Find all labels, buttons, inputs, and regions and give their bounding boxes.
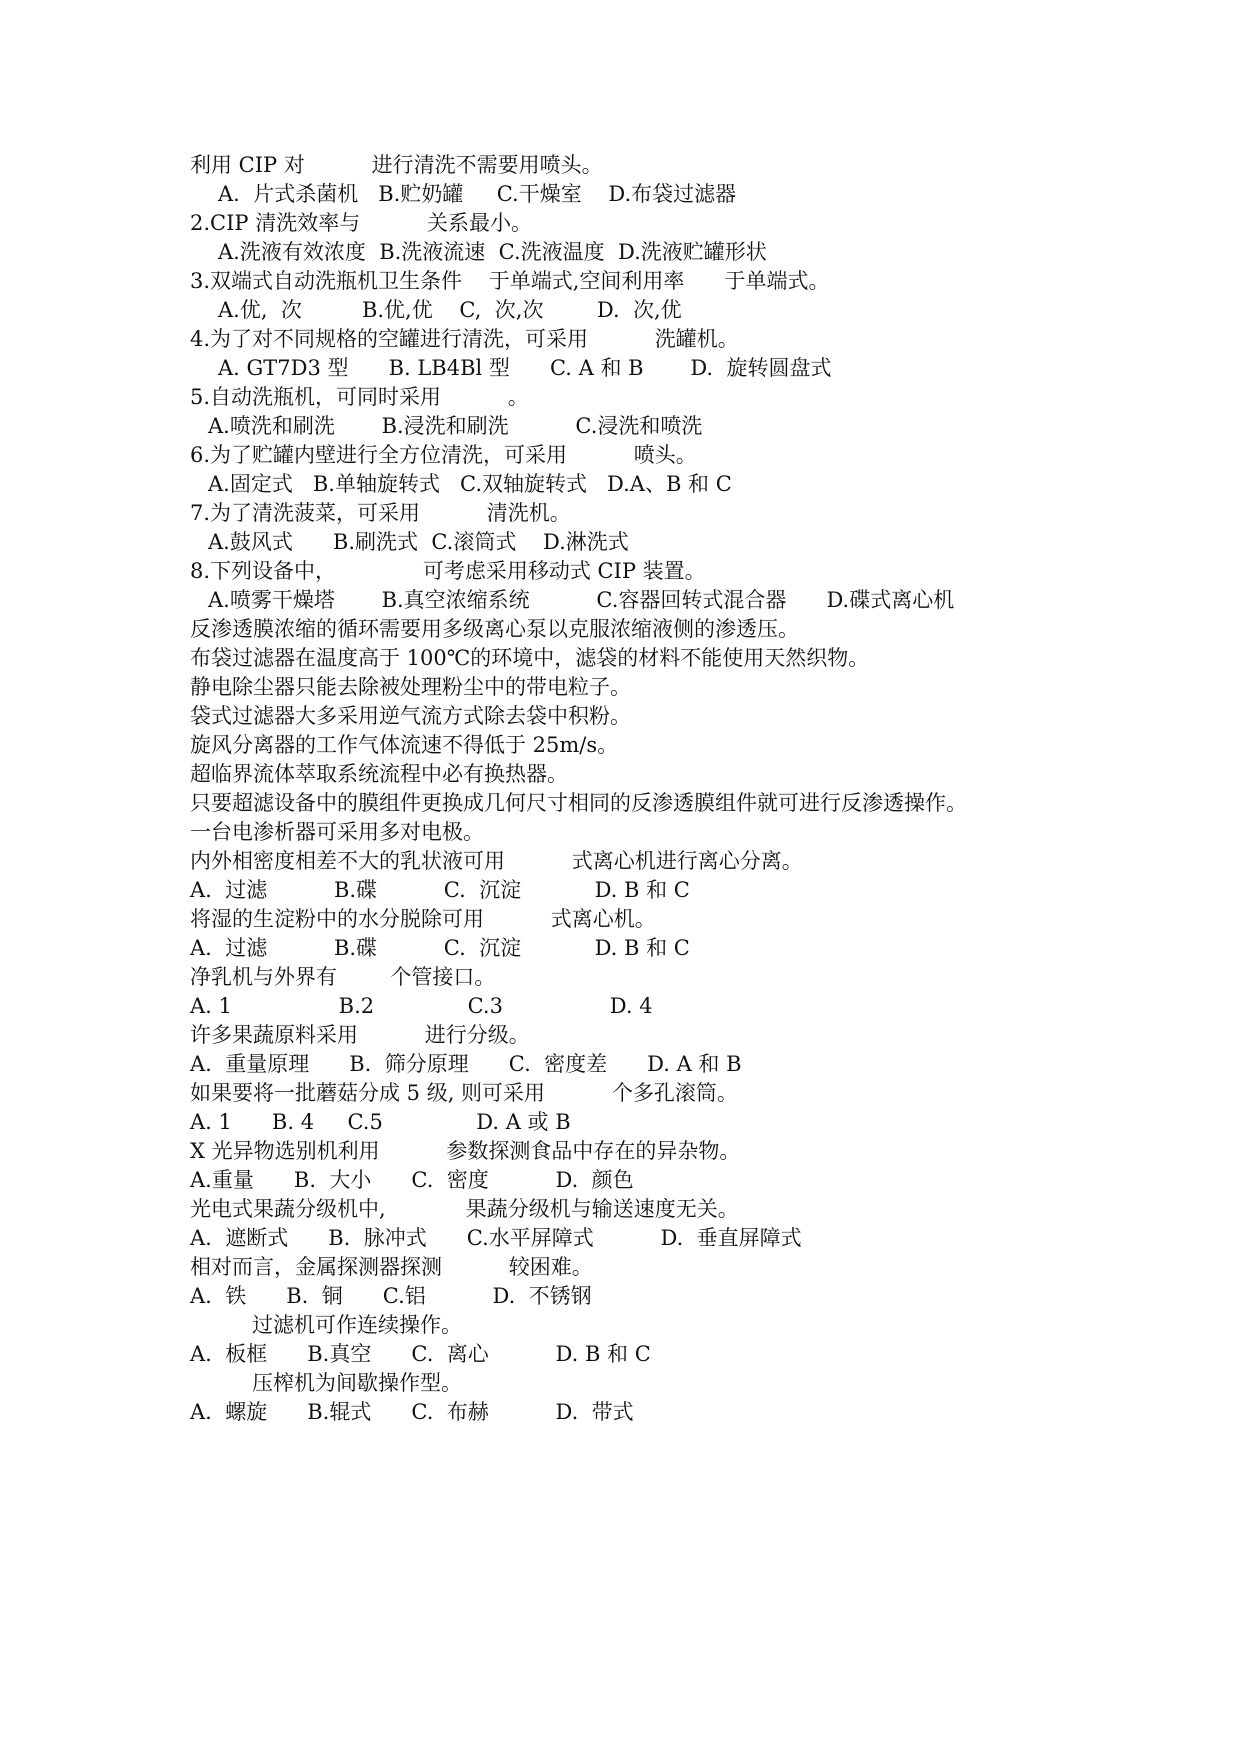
question-line: 光电式果蔬分级机中, 果蔬分级机与输送速度无关。 — [190, 1197, 739, 1221]
options-line: A.固定式 B.单轴旋转式 C.双轴旋转式 D.A、B 和 C — [208, 472, 732, 496]
options-line: A. 过滤 B.碟 C. 沉淀 D. B 和 C — [190, 878, 690, 902]
question-line: 8.下列设备中， 可考虑采用移动式 CIP 装置。 — [190, 559, 706, 583]
options-line: A. 过滤 B.碟 C. 沉淀 D. B 和 C — [190, 936, 690, 960]
options-line: A. 铁 B. 铜 C.铝 D. 不锈钢 — [190, 1284, 592, 1308]
options-line: A.喷洗和刷洗 B.浸洗和刷洗 C.浸洗和喷洗 — [208, 414, 703, 438]
question-line: X 光异物选别机利用 参数探测食品中存在的异杂物。 — [190, 1139, 741, 1163]
question-line: 7.为了清洗菠菜，可采用 清洗机。 — [190, 501, 571, 525]
options-line: A. 遮断式 B. 脉冲式 C.水平屏障式 D. 垂直屏障式 — [190, 1226, 802, 1250]
statement-line: 布袋过滤器在温度高于 100℃的环境中，滤袋的材料不能使用天然织物。 — [190, 646, 870, 670]
options-line: A. 1 B.2 C.3 D. 4 — [190, 994, 653, 1018]
question-line: 将湿的生淀粉中的水分脱除可用 式离心机。 — [190, 907, 656, 931]
question-line: 净乳机与外界有 个管接口。 — [190, 965, 496, 989]
options-line: A. GT7D3 型 B. LB4Bl 型 C. A 和 B D. 旋转圆盘式 — [218, 356, 832, 380]
question-line: 如果要将一批蘑菇分成 5 级, 则可采用 个多孔滚筒。 — [190, 1081, 738, 1105]
question-line: 5.自动洗瓶机，可同时采用 。 — [190, 385, 529, 409]
options-line: A. 片式杀菌机 B.贮奶罐 C.干燥室 D.布袋过滤器 — [218, 182, 737, 206]
statement-line: 静电除尘器只能去除被处理粉尘中的带电粒子。 — [190, 675, 631, 699]
options-line: A.优, 次 B.优,优 C, 次,次 D. 次,优 — [218, 298, 682, 322]
question-line: 利用 CIP 对 进行清洗不需要用喷头。 — [190, 153, 603, 177]
statement-line: 旋风分离器的工作气体流速不得低于 25m/s。 — [190, 733, 619, 757]
options-line: A.鼓风式 B.刷洗式 C.滚筒式 D.淋洗式 — [208, 530, 629, 554]
options-line: A. 螺旋 B.辊式 C. 布赫 D. 带式 — [190, 1400, 634, 1424]
options-line: A. 1 B. 4 C.5 D. A 或 B — [190, 1110, 571, 1134]
statement-line: 超临界流体萃取系统流程中必有换热器。 — [190, 762, 568, 786]
question-line: 6.为了贮罐内壁进行全方位清洗，可采用 喷头。 — [190, 443, 697, 467]
question-line: 2.CIP 清洗效率与 关系最小。 — [190, 211, 532, 235]
statement-line: 袋式过滤器大多采用逆气流方式除去袋中积粉。 — [190, 704, 631, 728]
question-line: 过滤机可作连续操作。 — [252, 1313, 462, 1337]
options-line: A.重量 B. 大小 C. 密度 D. 颜色 — [190, 1168, 634, 1192]
question-line: 相对而言，金属探测器探测 较困难。 — [190, 1255, 593, 1279]
options-line: A. 重量原理 B. 筛分原理 C. 密度差 D. A 和 B — [190, 1052, 742, 1076]
question-line: 4.为了对不同规格的空罐进行清洗，可采用 洗罐机。 — [190, 327, 739, 351]
question-line: 压榨机为间歇操作型。 — [252, 1371, 462, 1395]
options-line: A.喷雾干燥塔 B.真空浓缩系统 C.容器回转式混合器 D.碟式离心机 — [208, 588, 955, 612]
question-line: 内外相密度相差不大的乳状液可用 式离心机进行离心分离。 — [190, 849, 803, 873]
question-line: 许多果蔬原料采用 进行分级。 — [190, 1023, 530, 1047]
statement-line: 一台电渗析器可采用多对电极。 — [190, 820, 484, 844]
statement-line: 反渗透膜浓缩的循环需要用多级离心泵以克服浓缩液侧的渗透压。 — [190, 617, 799, 641]
statement-line: 只要超滤设备中的膜组件更换成几何尺寸相同的反渗透膜组件就可进行反渗透操作。 — [190, 791, 967, 815]
question-line: 3.双端式自动洗瓶机卫生条件 于单端式,空间利用率 于单端式。 — [190, 269, 830, 293]
options-line: A. 板框 B.真空 C. 离心 D. B 和 C — [190, 1342, 651, 1366]
options-line: A.洗液有效浓度 B.洗液流速 C.洗液温度 D.洗液贮罐形状 — [218, 240, 767, 264]
